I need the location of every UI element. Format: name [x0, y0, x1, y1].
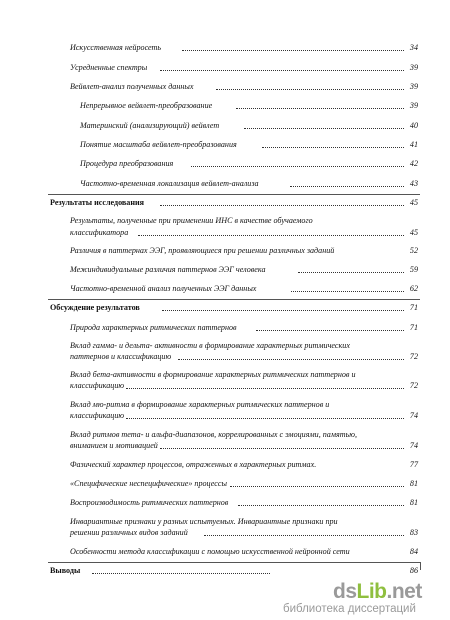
watermark-subtitle: библиотека диссертаций: [283, 603, 416, 615]
toc-leader: [230, 486, 404, 487]
toc-page-number: 39: [409, 63, 418, 72]
toc-page-number: 81: [409, 498, 418, 507]
section-rule: [48, 194, 420, 195]
watermark-logo: [333, 580, 422, 604]
toc-page-number: 72: [409, 381, 418, 390]
section-rule: [48, 562, 420, 563]
toc-leader: [138, 235, 404, 236]
toc-entry-title: Вклад гамма- и дельта- активности в формирование характерных ритмических: [70, 341, 350, 350]
toc-section-title: Результаты исследования: [50, 198, 145, 207]
toc-page-number: 45: [409, 228, 418, 237]
section-rule: [48, 299, 420, 300]
toc-entry-title: Искусственная нейросеть: [70, 43, 162, 52]
toc-page-number: 74: [409, 411, 418, 420]
toc-leader: [238, 505, 404, 506]
toc-entry-title-line2: классификатора: [70, 228, 129, 237]
toc-entry-title: Усредненные спектры: [70, 63, 148, 72]
toc-leader: [204, 535, 404, 536]
toc-leader: [191, 166, 404, 167]
toc-leader: [216, 89, 404, 90]
toc-page-number: 77: [409, 460, 418, 469]
toc-entry-title: Процедура преобразования: [80, 159, 174, 168]
toc-page-number: 86: [409, 566, 418, 575]
toc-leader: [298, 272, 404, 273]
toc-leader: [126, 418, 404, 419]
watermark-logo-b: Lib: [356, 580, 387, 603]
toc-entry-title: Природа характерных ритмических паттернов: [70, 323, 237, 332]
toc-entry-title: Результаты, полученные при применении ИНС в качестве обучаемого: [70, 216, 313, 225]
toc-leader: [126, 388, 404, 389]
toc-leader: [291, 291, 404, 292]
toc-leader: [92, 573, 270, 574]
toc-entry-title: Частотно-временной анализ полученных ЭЭГ данных: [70, 284, 257, 293]
toc-page-number: 71: [409, 303, 418, 312]
toc-entry-title: Межиндивидуальные различия паттернов ЭЭГ человека: [70, 265, 266, 274]
toc-entry-title: Особенности метода классификации с помощью искусственной нейронной сети: [70, 547, 350, 556]
toc-leader: [160, 448, 404, 449]
toc-page-number: 81: [409, 479, 418, 488]
toc-entry-title-line2: паттернов и классификацию: [70, 352, 172, 361]
toc-section-title: Выводы: [50, 566, 81, 575]
toc-entry-title: Вклад бета-активности в формирование характерных ритмических паттернов и: [70, 370, 356, 379]
toc-entry-title: Вейвлет-анализ полученных данных: [70, 82, 194, 91]
toc-entry-title: Материнский (анализирующий) вейвлет: [80, 121, 220, 130]
toc-leader: [162, 310, 404, 311]
toc-page-number: 45: [409, 198, 418, 207]
toc-entry-title: Вклад ритмов тета- и альфа-диапазонов, коррелированных с эмоциями, памятью,: [70, 430, 358, 439]
toc-entry-title: «Специфические неспецифические» процессы: [70, 479, 227, 488]
toc-leader: [178, 359, 404, 360]
toc-entry-title: Вклад мю-ритма в формирование характерных ритмических паттернов и: [70, 400, 330, 409]
watermark-logo-a: ds: [333, 580, 357, 603]
watermark-logo-c: .net: [386, 580, 422, 603]
section-rule-vertical: [420, 562, 421, 570]
toc-entry-title-line2: вниманием и мотивацией: [70, 441, 158, 450]
toc-entry-title-line2: решении различных видов заданий: [70, 528, 188, 537]
toc-leader: [290, 186, 404, 187]
toc-entry-title-line2: классификацию: [70, 411, 125, 420]
toc-leader: [182, 50, 404, 51]
toc-entry-title: Воспроизводимость ритмических паттернов: [70, 498, 229, 507]
toc-entry-title-line2: классификацию: [70, 381, 125, 390]
toc-page-number: 42: [409, 159, 418, 168]
toc-section-title: Обсуждение результатов: [50, 303, 140, 312]
toc-entry-title: Различия в паттернах ЭЭГ, проявляющиеся при решении различных заданий: [70, 246, 335, 255]
toc-page-number: 40: [409, 121, 418, 130]
toc-entry-title: Инвариантные признаки у разных испытуемых. Инвариантные признаки при: [70, 517, 338, 526]
toc-leader: [236, 108, 404, 109]
toc-entry-title: Фазический характер процессов, отраженных в характерных ритмах.: [70, 460, 317, 469]
toc-page-number: 62: [409, 284, 418, 293]
toc-page-number: 83: [409, 528, 418, 537]
toc-page-number: 41: [409, 140, 418, 149]
toc-page-number: 43: [409, 179, 418, 188]
toc-page-number: 39: [409, 101, 418, 110]
toc-page-number: 72: [409, 352, 418, 361]
toc-page-number: 52: [409, 246, 418, 255]
toc-leader: [256, 330, 404, 331]
toc-entry-title: Частотно-временная локализация вейвлет-анализа: [80, 179, 259, 188]
toc-page-number: 59: [409, 265, 418, 274]
toc-entry-title: Понятие масштаба вейвлет-преобразования: [80, 140, 237, 149]
toc-page-number: 71: [409, 323, 418, 332]
toc-leader: [262, 147, 404, 148]
toc-entry-title: Непрерывное вейвлет-преобразование: [80, 101, 213, 110]
toc-page-number: 74: [409, 441, 418, 450]
toc-page-number: 34: [409, 43, 418, 52]
toc-leader: [244, 128, 404, 129]
toc-page-number: 39: [409, 82, 418, 91]
toc-leader: [160, 70, 404, 71]
toc-leader: [160, 205, 404, 206]
toc-page-number: 84: [409, 547, 418, 556]
